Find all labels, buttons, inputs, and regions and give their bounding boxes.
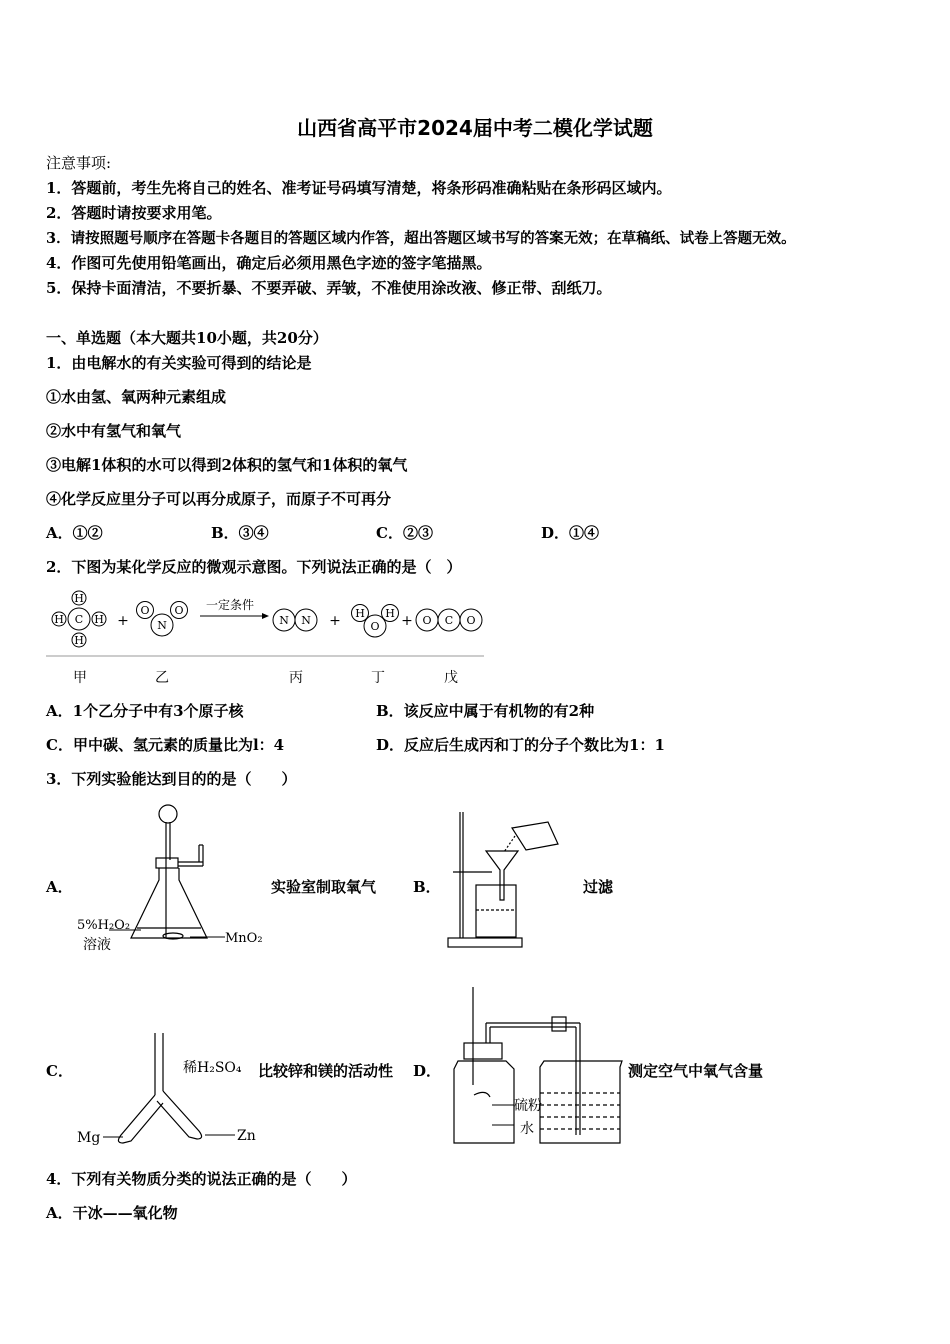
h2o2-label: 5%H₂O₂ — [77, 918, 131, 933]
q3-option-b-letter: B． — [413, 878, 441, 896]
q3-option-c-desc: 比较锌和镁的活动性 — [258, 1062, 394, 1080]
label-jia: 甲 — [73, 670, 87, 686]
atom-n: N — [279, 614, 289, 627]
reaction-condition: 一定条件 — [205, 598, 255, 612]
filtration-apparatus — [440, 800, 570, 955]
q2-option-d: D．反应后生成丙和丁的分子个数比为1：1 — [376, 736, 665, 754]
page-title: 山西省高平市2024届中考二模化学试题 — [297, 116, 653, 140]
q3-option-b-desc: 过滤 — [583, 878, 614, 896]
atom-c: C — [74, 613, 84, 626]
atom-n: N — [301, 614, 311, 627]
label-bing: 丙 — [289, 670, 303, 686]
notice-item: 1．答题前，考生先将自己的姓名、准考证号码填写清楚，将条形码准确粘贴在条形码区域内。 — [46, 179, 672, 197]
atom-o: O — [466, 614, 476, 627]
q3-option-a-desc: 实验室制取氧气 — [271, 878, 377, 896]
plus-sign: + — [401, 613, 413, 629]
reaction-diagram — [40, 585, 500, 690]
q2-option-c: C．甲中碳、氢元素的质量比为l：4 — [46, 736, 285, 754]
q2-option-a: A．1个乙分子中有3个原子核 — [46, 702, 244, 720]
notice-heading: 注意事项: — [46, 154, 112, 172]
metal-activity-apparatus — [75, 1025, 260, 1150]
section-heading: 一、单选题（本大题共10小题，共20分） — [46, 329, 328, 347]
q3-option-c-letter: C． — [46, 1062, 73, 1080]
notice-item: 5．保持卡面清洁，不要折暴、不要弄破、弄皱，不准使用涂改液、修正带、刮纸刀。 — [46, 279, 612, 297]
oxygen-content-apparatus — [440, 985, 630, 1150]
q1-option-c: C．②③ — [376, 524, 433, 542]
label-ding: 丁 — [371, 670, 385, 686]
zn-label: Zn — [237, 1128, 256, 1144]
notice-item: 3．请按照题号顺序在答题卡各题目的答题区域内作答，超出答题区域书写的答案无效；在草稿纸、试卷上答题无效。 — [46, 230, 796, 247]
q3-option-a-letter: A． — [46, 878, 73, 896]
q1-statement: ①水由氢、氧两种元素组成 — [46, 388, 227, 406]
q1-statement: ④化学反应里分子可以再分成原子，而原子不可再分 — [46, 490, 392, 508]
mno2-label: MnO₂ — [225, 931, 263, 946]
arrow-icon — [262, 613, 269, 619]
q3-stem: 3．下列实验能达到目的的是（ ） — [46, 770, 297, 788]
oxygen-generation-apparatus — [75, 800, 275, 960]
atom-n: N — [157, 619, 167, 632]
q1-option-a: A．①② — [46, 524, 103, 542]
label-yi: 乙 — [155, 670, 169, 686]
acid-label: 稀H₂SO₄ — [183, 1060, 242, 1076]
atom-o: O — [422, 614, 432, 627]
atom-o: O — [140, 604, 150, 617]
atom-h: H — [355, 607, 365, 620]
notice-item: 4．作图可先使用铅笔画出，确定后必须用黑色字迹的签字笔描黑。 — [46, 254, 492, 272]
solution-label: 溶液 — [83, 937, 111, 953]
atom-h: H — [94, 613, 104, 626]
atom-h: H — [385, 607, 395, 620]
atom-o: O — [174, 604, 184, 617]
notice-item: 2．答题时请按要求用笔。 — [46, 204, 222, 222]
q4-option-a: A．干冰——氧化物 — [46, 1204, 178, 1222]
q1-stem: 1．由电解水的有关实验可得到的结论是 — [46, 354, 312, 372]
plus-sign: + — [329, 613, 341, 629]
q2-option-b: B．该反应中属于有机物的有2种 — [376, 702, 595, 720]
q1-statement: ②水中有氢气和氧气 — [46, 422, 182, 440]
q1-option-d: D．①④ — [541, 524, 600, 542]
atom-c: C — [444, 614, 454, 627]
q3-option-d-desc: 测定空气中氧气含量 — [628, 1062, 764, 1080]
water-label: 水 — [520, 1121, 534, 1137]
q3-option-d-letter: D． — [413, 1062, 442, 1080]
plus-sign: + — [117, 613, 129, 629]
atom-h: H — [54, 613, 64, 626]
sulfur-label: 硫粉 — [514, 1098, 542, 1114]
atom-o: O — [370, 620, 380, 633]
q1-statement: ③电解1体积的水可以得到2体积的氢气和1体积的氧气 — [46, 456, 408, 474]
mg-label: Mg — [77, 1130, 101, 1146]
label-wu: 戊 — [444, 670, 458, 686]
q4-stem: 4．下列有关物质分类的说法正确的是（ ） — [46, 1170, 357, 1188]
q1-option-b: B．③④ — [211, 524, 269, 542]
q2-stem: 2．下图为某化学反应的微观示意图。下列说法正确的是（ ） — [46, 558, 462, 576]
atom-h: H — [74, 634, 84, 647]
atom-h: H — [74, 592, 84, 605]
